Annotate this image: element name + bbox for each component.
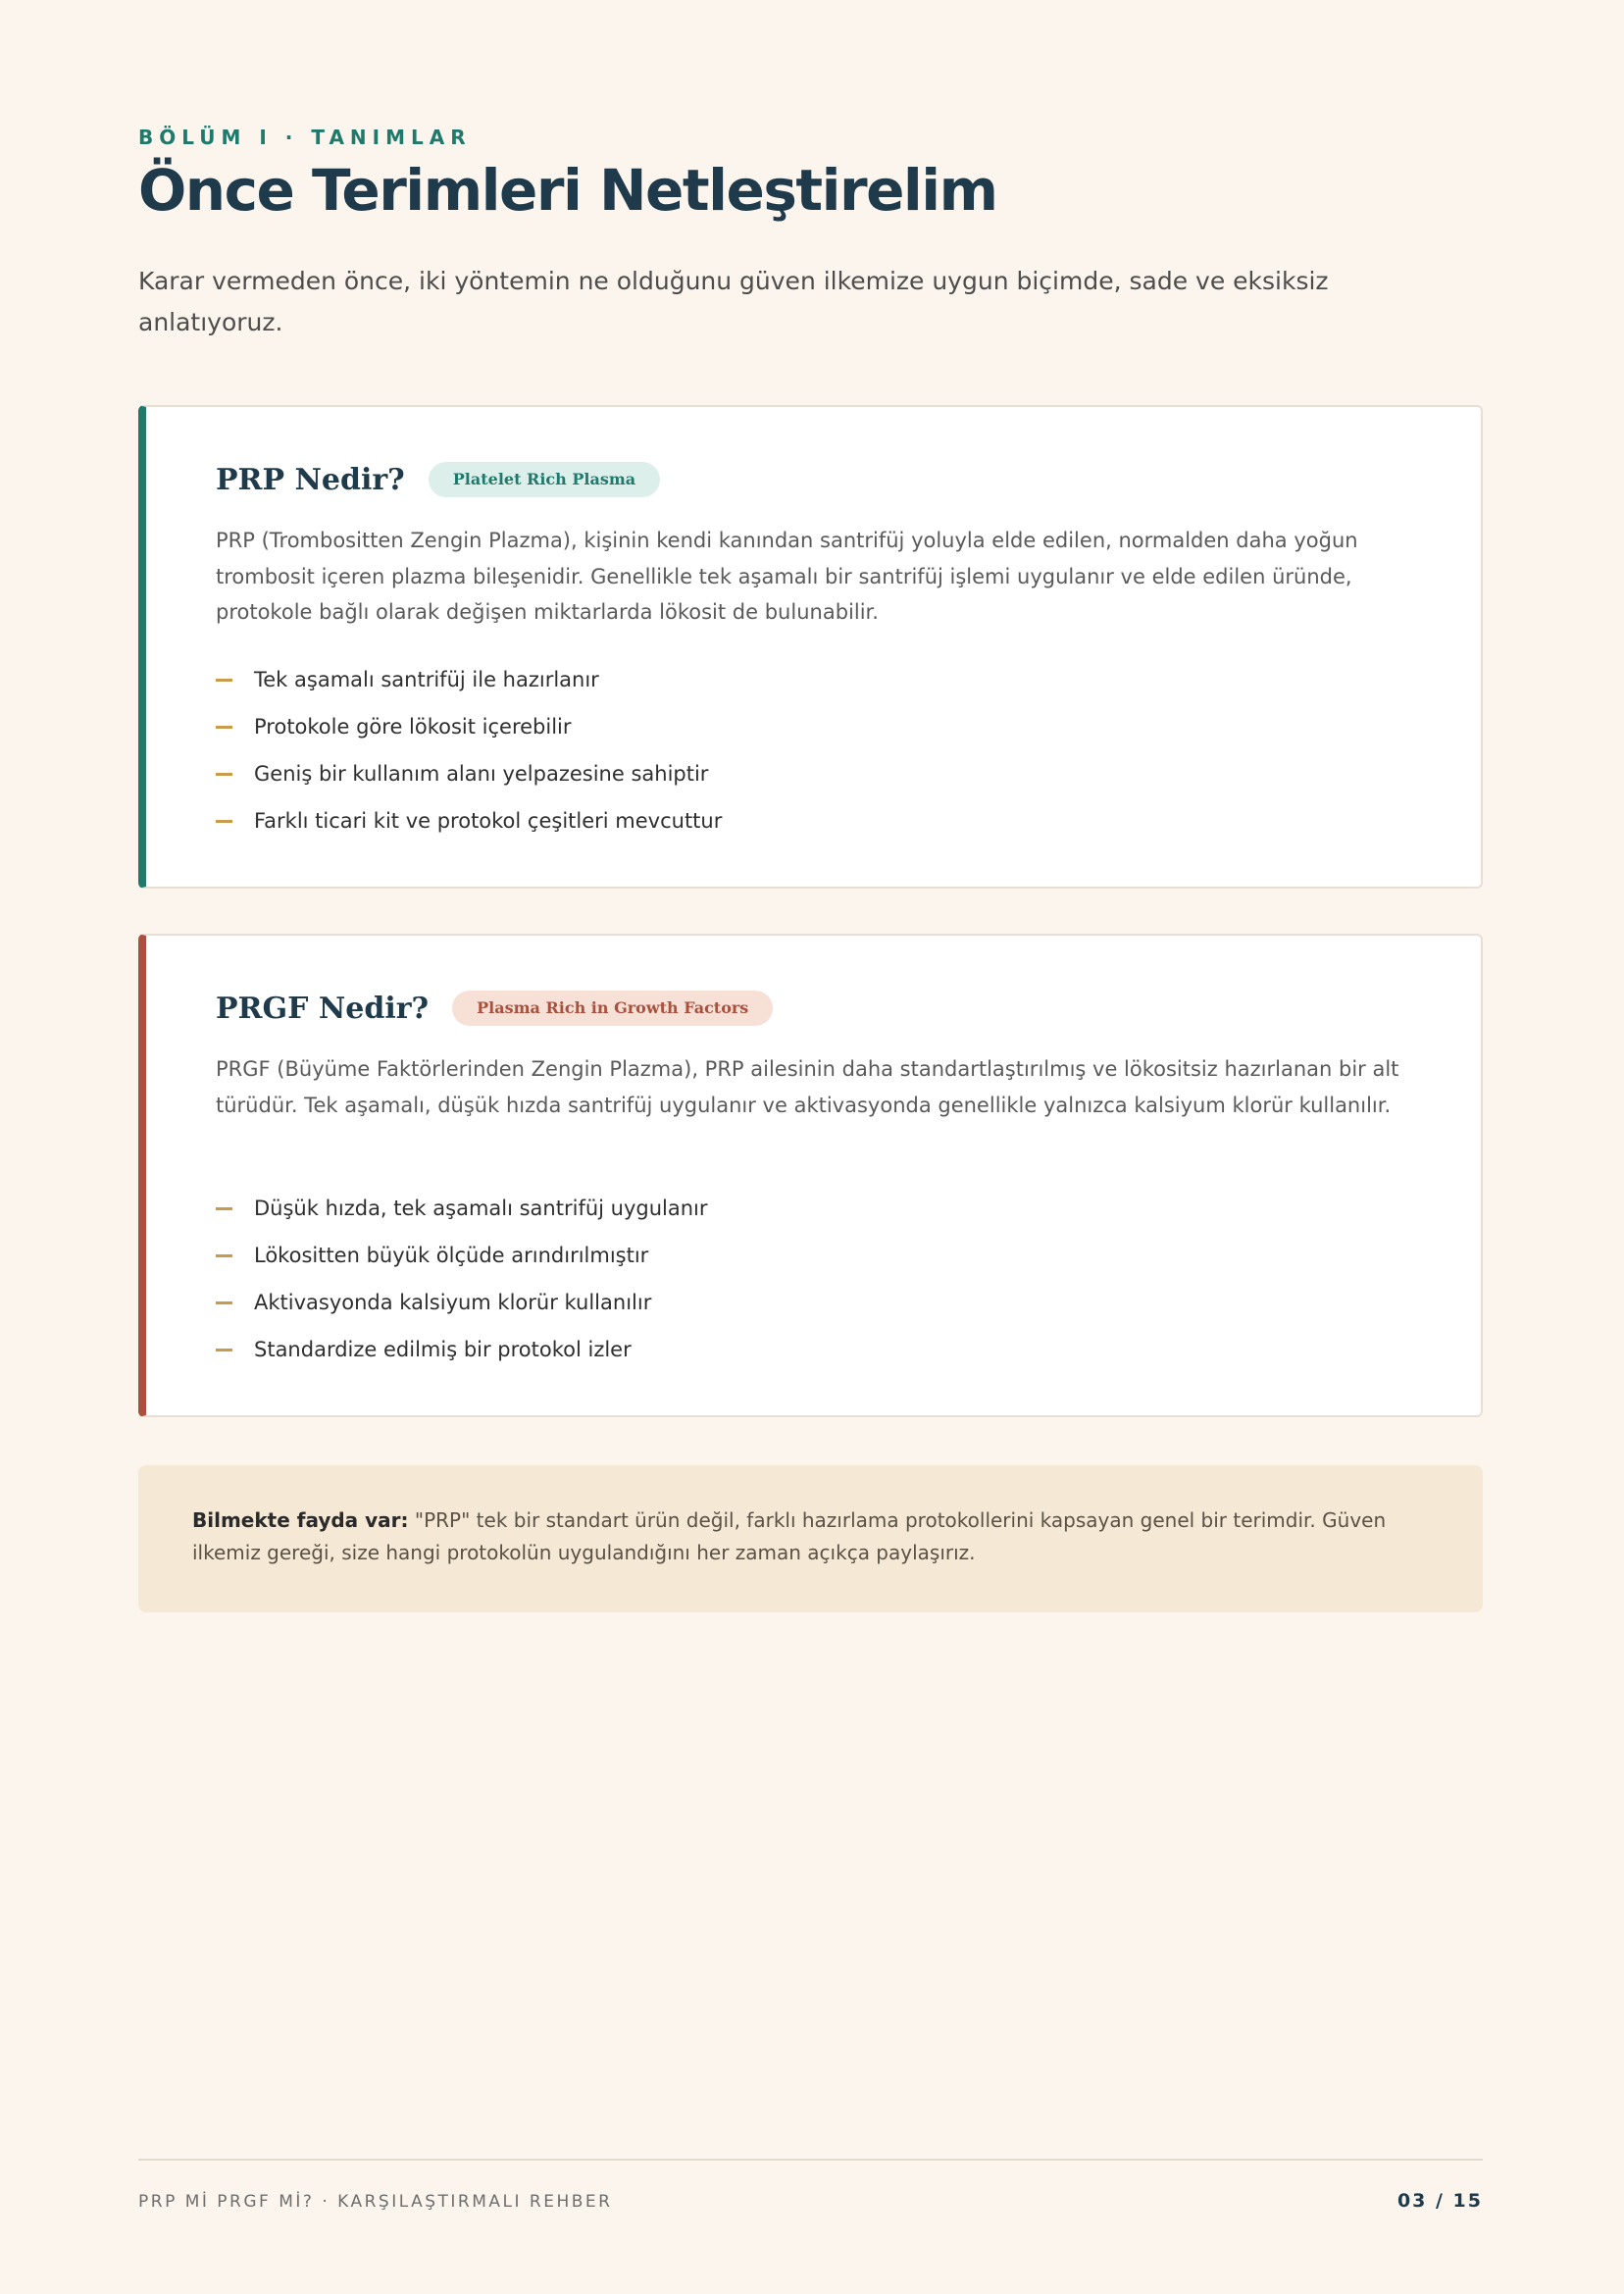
list-item <box>216 797 722 844</box>
feature-list <box>216 656 722 844</box>
info-note <box>138 1465 1483 1612</box>
list-item-label: Lökositten büyük ölçüde arındırılmıştır <box>254 1244 649 1267</box>
note-lead: Bilmekte fayda var: <box>192 1508 409 1532</box>
dash-bullet-icon <box>216 1254 232 1257</box>
list-item-label: Farklı ticari kit ve protokol çeşitleri mevcuttur <box>254 809 723 833</box>
list-item-label: Tek aşamalı santrifüj ile hazırlanır <box>254 668 599 691</box>
page <box>138 0 1483 2294</box>
feature-list <box>216 1185 708 1373</box>
dash-bullet-icon <box>216 1349 232 1351</box>
list-item-label: Standardize edilmiş bir protokol izler <box>254 1338 632 1361</box>
card-header <box>216 991 773 1026</box>
term-badge: Platelet Rich Plasma <box>429 462 660 497</box>
list-item-label: Aktivasyonda kalsiyum klorür kullanılır <box>254 1291 652 1314</box>
list-item-label: Düşük hızda, tek aşamalı santrifüj uygulanır <box>254 1197 708 1220</box>
section-eyebrow: BÖLÜM I · TANIMLAR <box>138 126 472 149</box>
list-item <box>216 1279 708 1326</box>
term-badge: Plasma Rich in Growth Factors <box>452 991 773 1026</box>
dash-bullet-icon <box>216 726 232 729</box>
list-item <box>216 1185 708 1232</box>
footer-document-title: PRP Mİ PRGF Mİ? · KARŞILAŞTIRMALI REHBER <box>138 2192 613 2212</box>
card-title: PRP Nedir? <box>216 462 405 497</box>
list-item <box>216 1326 708 1373</box>
page-title: Önce Terimleri Netleştirelim <box>138 157 997 224</box>
prgf-definition-card <box>138 934 1483 1417</box>
list-item <box>216 703 722 750</box>
page-number: 03 / 15 <box>1396 2190 1483 2212</box>
footer-divider <box>138 2159 1483 2161</box>
dash-bullet-icon <box>216 1301 232 1304</box>
list-item-label: Geniş bir kullanım alanı yelpazesine sahiptir <box>254 762 709 786</box>
card-title: PRGF Nedir? <box>216 991 430 1026</box>
card-header <box>216 462 660 497</box>
intro-paragraph: Karar vermeden önce, iki yöntemin ne olduğunu güven ilkemize uygun biçimde, sade ve eksiksiz anlatıyoruz. <box>138 267 1329 336</box>
dash-bullet-icon <box>216 1207 232 1210</box>
list-item-label: Protokole göre lökosit içerebilir <box>254 715 572 739</box>
list-item <box>216 1232 708 1279</box>
prp-definition-card <box>138 405 1483 889</box>
card-description: PRP (Trombositten Zengin Plazma), kişinin kendi kanından santrifüj yoluyla elde edilen, normalden daha yoğun trombosit içeren plazma bileşenidir. Genellikle tek aşamalı bir santrifüj işlemi uygulanır ve elde edilen üründe, protokole bağlı olarak değişen miktarlarda lökosit de bulunabilir. <box>216 529 1358 624</box>
dash-bullet-icon <box>216 679 232 682</box>
dash-bullet-icon <box>216 820 232 823</box>
card-description: PRGF (Büyüme Faktörlerinden Zengin Plazma), PRP ailesinin daha standartlaştırılmış ve lökositsiz hazırlanan bir alt türüdür. Tek aşamalı, düşük hızda santrifüj uygulanır ve aktivasyonda genellikle yalnızca kalsiyum klorür kullanılır. <box>216 1057 1399 1117</box>
note-text: "PRP" tek bir standart ürün değil, farklı hazırlama protokollerini kapsayan genel bir terimdir. Güven ilkemiz gereği, size hangi protokolün uygulandığını her zaman açıkça paylaşırız. <box>192 1508 1387 1564</box>
list-item <box>216 750 722 797</box>
list-item <box>216 656 722 703</box>
dash-bullet-icon <box>216 773 232 776</box>
